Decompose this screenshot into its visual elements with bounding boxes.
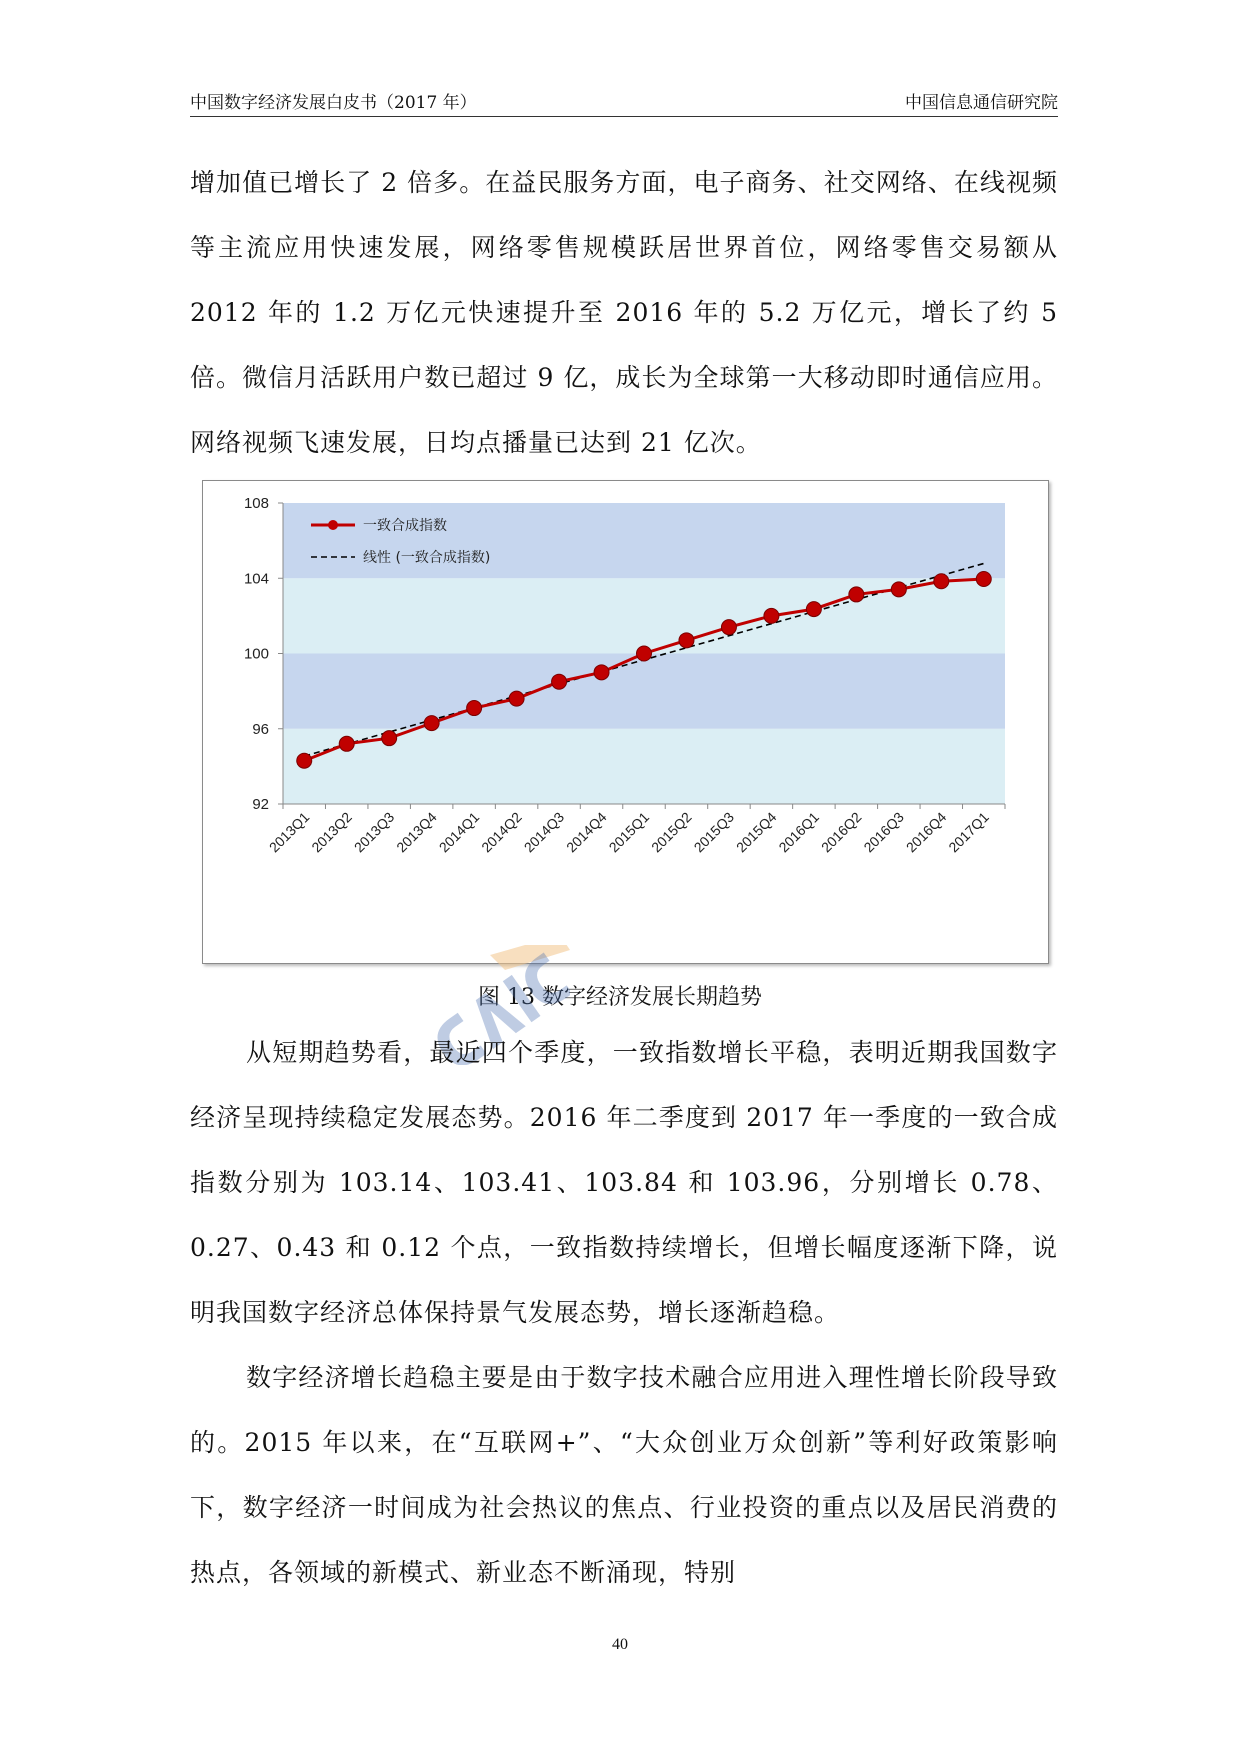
x-tick-label: 2015Q3 xyxy=(690,808,738,856)
x-tick-label: 2016Q2 xyxy=(817,808,865,856)
legend-label: 一致合成指数 xyxy=(363,518,447,534)
body-paragraph-3: 数字经济增长趋稳主要是由于数字技术融合应用进入理性增长阶段导致的。2015 年以来，在“互联网+”、“大众创业万众创新”等利好政策影响下，数字经济一时间成为社会热议的焦点、行业投资的重点以及居民消费的热点，各领域的新模式、新业态不断涌现，特别 xyxy=(190,1363,1058,1587)
x-tick-label: 2013Q3 xyxy=(350,808,398,856)
x-tick-label: 2015Q1 xyxy=(605,808,653,856)
data-point xyxy=(509,691,524,706)
body-paragraph-2: 从短期趋势看，最近四个季度，一致指数增长平稳，表明近期我国数字经济呈现持续稳定发展态势。2016 年二季度到 2017 年一季度的一致合成指数分别为 103.14、103.41、103.84 和 103.96，分别增长 0.78、0.27、0.43 和 0.12 个点，一致指数持续增长，但增长幅度逐渐下降，说明我国数字经济总体保持景气发展态势，增长逐渐趋稳。 xyxy=(190,1038,1058,1327)
y-tick-label: 92 xyxy=(252,796,269,813)
data-point xyxy=(467,701,482,716)
x-tick-label: 2014Q2 xyxy=(478,808,525,856)
legend-label: 线性 (一致合成指数) xyxy=(363,550,491,566)
x-tick-label: 2015Q2 xyxy=(648,808,695,856)
x-tick-label: 2014Q3 xyxy=(520,808,568,856)
data-point xyxy=(976,572,991,587)
x-tick-label: 2015Q4 xyxy=(732,808,780,856)
x-tick-label: 2013Q4 xyxy=(393,808,440,856)
data-point xyxy=(339,736,354,751)
line-chart xyxy=(203,481,1048,963)
data-point xyxy=(637,646,652,661)
x-tick-label: 2016Q4 xyxy=(902,808,950,856)
data-point xyxy=(891,582,906,597)
y-tick-label: 108 xyxy=(243,495,269,512)
data-point xyxy=(679,633,694,648)
data-point xyxy=(849,587,864,602)
figure-chart xyxy=(202,480,1049,964)
data-point xyxy=(764,608,779,623)
data-point xyxy=(934,574,949,589)
page-number: 40 xyxy=(612,1636,628,1653)
y-tick-label: 104 xyxy=(243,570,269,588)
chart-background-band xyxy=(283,654,1005,729)
header-organization: 中国信息通信研究院 xyxy=(905,93,1058,113)
data-point xyxy=(806,602,821,617)
figure-caption: 图 13 数字经济发展长期趋势 xyxy=(478,985,762,1010)
x-tick-label: 2016Q1 xyxy=(775,808,823,856)
y-tick-label: 96 xyxy=(252,720,269,738)
body-paragraph-1: 增加值已增长了 2 倍多。在益民服务方面，电子商务、社交网络、在线视频等主流应用快速发展，网络零售规模跃居世界首位，网络零售交易额从 2012 年的 1.2 万亿元快速提升至 2016 年的 5.2 万亿元，增长了约 5 倍。微信月活跃用户数已超过 9 亿，成长为全球第一大移动即时通信应用。网络视频飞速发展，日均点播量已达到 21 亿次。 xyxy=(190,168,1058,457)
x-tick-label: 2016Q3 xyxy=(860,808,907,856)
x-tick-label: 2014Q4 xyxy=(563,808,610,856)
legend-marker-swatch xyxy=(328,520,338,530)
data-point xyxy=(552,674,567,689)
x-tick-label: 2014Q1 xyxy=(435,808,483,856)
chart-background-band xyxy=(283,503,1005,578)
page-header xyxy=(190,86,1058,117)
x-tick-label: 2017Q1 xyxy=(945,808,992,856)
data-point xyxy=(382,731,397,746)
x-tick-label: 2013Q1 xyxy=(265,808,313,856)
y-tick-label: 100 xyxy=(243,645,269,663)
data-point xyxy=(594,665,609,680)
data-point xyxy=(297,753,312,768)
header-document-title: 中国数字经济发展白皮书（2017 年） xyxy=(190,93,477,113)
data-point xyxy=(721,620,736,635)
data-point xyxy=(424,716,439,731)
x-tick-label: 2013Q2 xyxy=(308,808,355,856)
